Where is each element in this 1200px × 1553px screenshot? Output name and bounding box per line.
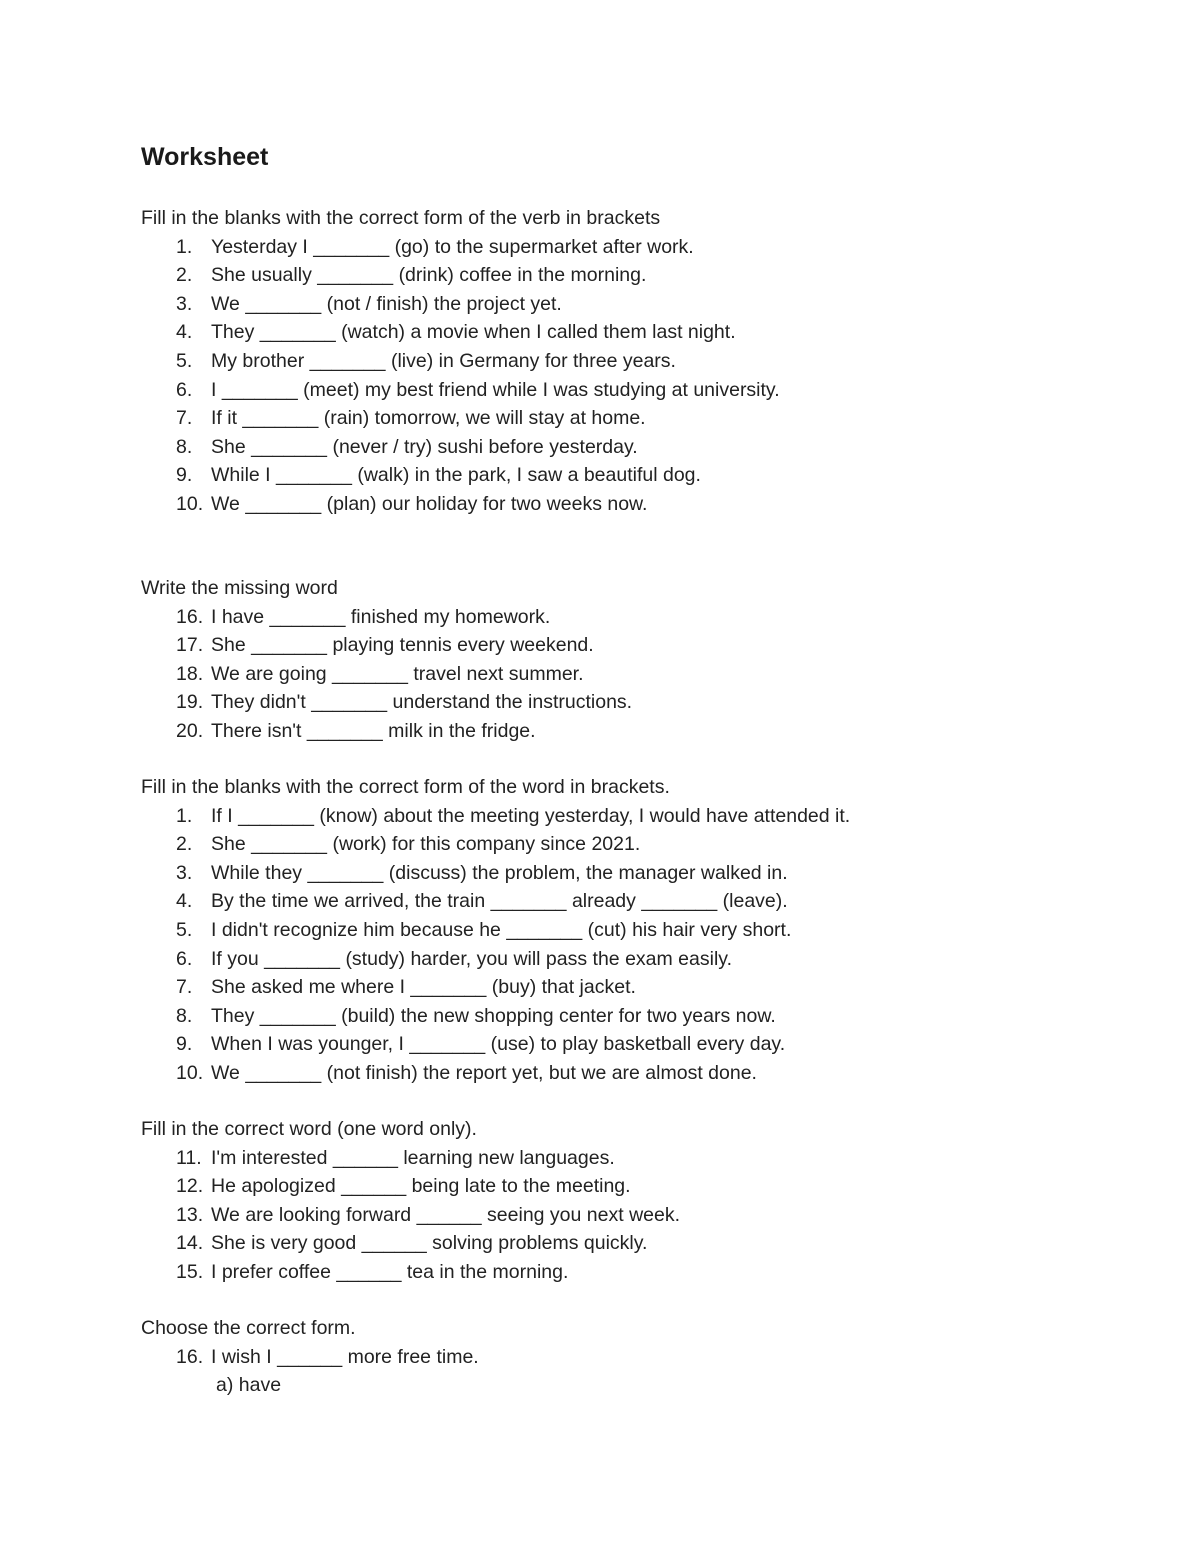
question-item [141,802,850,831]
question-number: 10. [176,492,204,515]
section-instruction: Fill in the blanks with the correct form of the word in brackets. [141,776,670,798]
question-item [141,1002,850,1031]
question-text: He apologized ______ being late to the meeting. [211,1175,631,1198]
question-text: If it _______ (rain) tomorrow, we will stay at home. [211,407,646,430]
question-item [141,603,632,632]
question-item [141,973,850,1002]
question-text: There isn't _______ milk in the fridge. [211,719,536,742]
question-item [141,887,850,916]
section-instruction: Fill in the correct word (one word only). [141,1118,477,1140]
question-item [141,1201,680,1230]
question-item [141,660,632,689]
question-item [141,631,632,660]
question-list [141,1144,680,1287]
question-number: 15. [176,1260,204,1283]
question-number: 17. [176,634,204,657]
question-number: 13. [176,1203,204,1226]
question-text: We _______ (not finish) the report yet, but we are almost done. [211,1061,757,1084]
question-item [141,945,850,974]
answer-option: a) have [216,1374,282,1397]
question-item [141,261,780,290]
question-list [141,603,632,746]
question-number: 3. [176,861,193,884]
question-list [141,1343,479,1372]
question-number: 2. [176,264,193,287]
question-list [141,233,780,519]
question-number: 4. [176,890,193,913]
question-text: She is very good ______ solving problems quickly. [211,1232,648,1255]
question-item [141,233,780,262]
question-number: 8. [176,1004,193,1027]
question-number: 11. [176,1146,202,1169]
question-text: She asked me where I _______ (buy) that jacket. [211,976,636,999]
question-number: 1. [176,804,193,827]
question-item [141,318,780,347]
question-text: She _______ (work) for this company since 2021. [211,833,641,856]
question-number: 14. [176,1232,204,1255]
question-text: She usually _______ (drink) coffee in the morning. [211,264,647,287]
question-number: 6. [176,947,193,970]
question-item [141,688,632,717]
section-one-word [141,1115,680,1287]
section-instruction: Write the missing word [141,577,338,599]
question-text: While I _______ (walk) in the park, I saw a beautiful dog. [211,464,701,487]
question-text: Yesterday I _______ (go) to the supermarket after work. [211,235,694,258]
question-item [141,830,850,859]
question-item [141,1030,850,1059]
question-item [141,290,780,319]
section-instruction: Fill in the blanks with the correct form of the verb in brackets [141,207,661,229]
question-text: While they _______ (discuss) the problem, the manager walked in. [211,861,788,884]
question-number: 7. [176,976,193,999]
question-text: We _______ (not / finish) the project yet. [211,292,562,315]
question-item [141,404,780,433]
question-number: 3. [176,292,193,315]
question-number: 9. [176,1033,193,1056]
question-item [141,490,780,519]
question-number: 18. [176,662,204,685]
question-item [141,1229,680,1258]
question-number: 4. [176,321,193,344]
question-item [141,347,780,376]
question-number: 19. [176,691,204,714]
section-missing-word [141,574,632,746]
section-instruction: Choose the correct form. [141,1317,356,1339]
question-number: 2. [176,833,193,856]
question-number: 20. [176,719,204,742]
question-number: 8. [176,435,193,458]
question-text: I didn't recognize him because he _______ (cut) his hair very short. [211,918,792,941]
question-number: 9. [176,464,193,487]
question-text: She _______ (never / try) sushi before yesterday. [211,435,638,458]
question-text: I have _______ finished my homework. [211,605,551,628]
question-text: When I was younger, I _______ (use) to play basketball every day. [211,1033,786,1056]
question-text: My brother _______ (live) in Germany for three years. [211,349,676,372]
question-text: I _______ (meet) my best friend while I was studying at university. [211,378,780,401]
question-item [141,376,780,405]
question-number: 12. [176,1175,204,1198]
page-title: Worksheet [141,143,269,171]
question-text: I prefer coffee ______ tea in the morning. [211,1260,569,1283]
question-text: If I _______ (know) about the meeting yesterday, I would have attended it. [211,804,851,827]
question-number: 6. [176,378,193,401]
question-number: 5. [176,349,193,372]
question-list [141,802,850,1088]
question-number: 16. [176,605,204,628]
question-text: I'm interested ______ learning new languages. [211,1146,615,1169]
question-text: They didn't _______ understand the instructions. [211,691,633,714]
question-item [141,1144,680,1173]
question-number: 1. [176,235,193,258]
question-item [141,717,632,746]
question-text: They _______ (build) the new shopping center for two years now. [211,1004,776,1027]
question-item [141,1172,680,1201]
question-number: 16. [176,1345,204,1368]
question-text: We are going _______ travel next summer. [211,662,584,685]
question-number: 5. [176,918,193,941]
section-verb-forms [141,204,780,519]
question-number: 7. [176,407,193,430]
question-item [141,433,780,462]
question-item [141,916,850,945]
question-text: We are looking forward ______ seeing you next week. [211,1203,681,1226]
question-number: 10. [176,1061,204,1084]
question-item [141,1059,850,1088]
question-item [141,1258,680,1287]
question-text: If you _______ (study) harder, you will pass the exam easily. [211,947,732,970]
question-item [141,461,780,490]
question-text: They _______ (watch) a movie when I called them last night. [211,321,736,344]
question-text: She _______ playing tennis every weekend. [211,634,594,657]
question-item [141,1343,479,1372]
section-choose-form [141,1314,479,1400]
question-text: By the time we arrived, the train _______ already _______ (leave). [211,890,788,913]
question-item [141,859,850,888]
question-text: I wish I ______ more free time. [211,1345,479,1368]
question-text: We _______ (plan) our holiday for two weeks now. [211,492,648,515]
section-word-forms [141,773,850,1088]
